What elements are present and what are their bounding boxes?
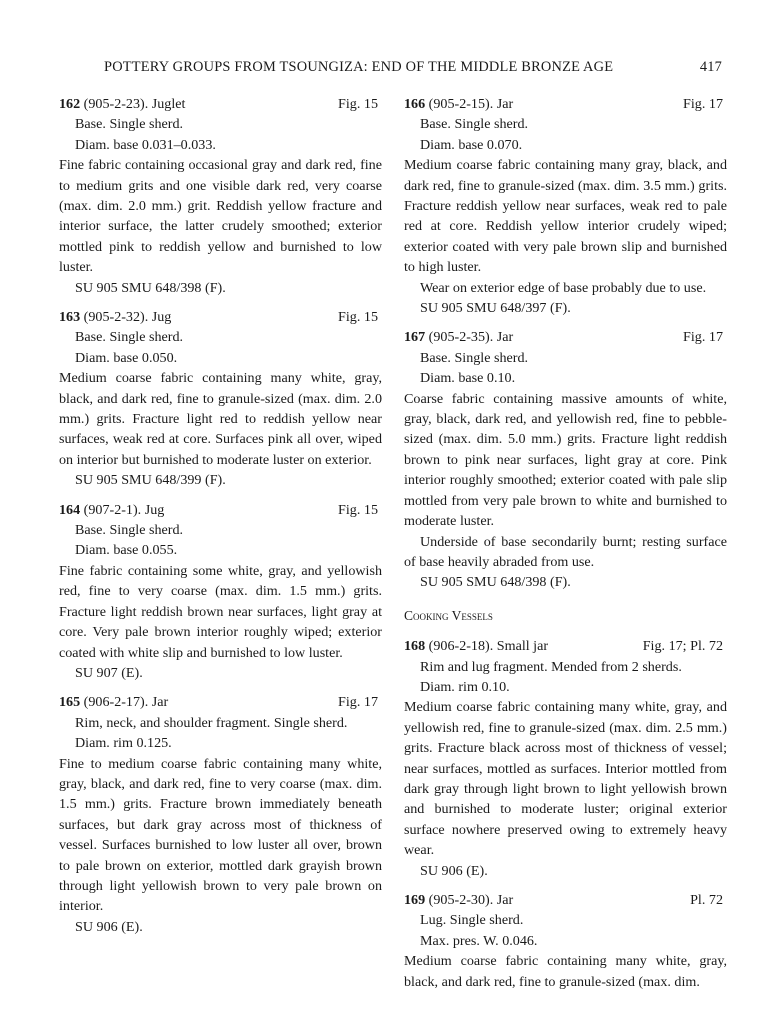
entry-su: SU 905 SMU 648/397 (F). <box>420 300 571 317</box>
entry-note: Underside of base secondarily burnt; resting surface of base heavily abraded from use. <box>404 533 727 570</box>
catalog-entry-166 <box>404 94 727 318</box>
entry-description: Medium coarse fabric containing many white, gray, and yellowish red, fine to granule-sized (max. dim. 2.5 mm.) grits. Fracture black across most of thickness of vessel; near surfaces, mottled as surfaces. Interior mottled from dark gray through light brown to light yellowish brown and burnished to moderate luster; original exterior surface nowhere preserved owing to extremely heavy wear. <box>404 699 727 859</box>
entry-ref: (906-2-17). Jar <box>80 694 169 711</box>
entry-ref: (906-2-18). Small jar <box>425 638 549 655</box>
running-header <box>104 59 722 76</box>
entry-part: Base. Single sherd. <box>75 522 184 539</box>
entry-number: 163 <box>59 309 81 326</box>
entry-ref: (905-2-23). Juglet <box>80 96 186 112</box>
entry-part: Base. Single sherd. <box>420 349 529 366</box>
figure-ref: Fig. 15 <box>338 96 378 112</box>
entry-number: 164 <box>59 501 81 518</box>
entry-heading <box>59 307 382 327</box>
entry-note: Wear on exterior edge of base probably due to use. <box>420 279 707 296</box>
entry-dimension: Diam. base 0.050. <box>75 349 178 366</box>
figure-ref: Fig. 15 <box>338 501 378 518</box>
entry-ref: (905-2-35). Jar <box>425 329 514 346</box>
entry-number: 162 <box>59 96 81 112</box>
figure-ref: Fig. 15 <box>338 309 378 326</box>
catalog-entry-163 <box>59 307 382 491</box>
entry-description: Fine fabric containing some white, gray, and yellowish red, fine to very coarse (max. dim. 1.5 mm.) grits. Fracture light reddish brown near surfaces, light gray at core. Very pale brown interior roughly wiped; exterior coated with white slip and burnished to low luster. <box>59 562 382 661</box>
entry-su: SU 907 (E). <box>75 664 143 681</box>
page-number: 417 <box>699 59 722 75</box>
header-title: POTTERY GROUPS FROM TSOUNGIZA: END OF THE MIDDLE BRONZE AGE <box>104 59 614 75</box>
figure-ref: Fig. 17; Pl. 72 <box>642 638 723 655</box>
entry-su: SU 905 SMU 648/398 (F). <box>75 279 226 296</box>
entry-su: SU 905 SMU 648/398 (F). <box>420 574 571 591</box>
entry-heading <box>404 636 727 656</box>
figure-ref: Fig. 17 <box>683 96 723 112</box>
entry-heading <box>59 500 382 520</box>
entry-description: Medium coarse fabric containing many white, gray, black, and dark red, fine to granule-sized (max. dim. <box>404 953 727 990</box>
entry-number: 167 <box>404 329 426 346</box>
entry-part: Base. Single sherd. <box>75 116 184 133</box>
entry-number: 169 <box>404 891 426 908</box>
catalog-entry-167 <box>404 327 727 592</box>
entry-number: 166 <box>404 96 426 112</box>
entry-ref: (905-2-32). Jug <box>80 309 172 326</box>
figure-ref: Fig. 17 <box>338 694 378 711</box>
entry-description: Fine fabric containing occasional gray and dark red, fine to medium grits and one visible dark red, very coarse (max. dim. 2.0 mm.) grit. Reddish yellow fracture and interior surface, the latter crudely smoothed; exterior mottled pink to reddish yellow and burnished to low luster. <box>59 157 382 276</box>
entry-su: SU 905 SMU 648/399 (F). <box>75 472 226 489</box>
entry-part: Base. Single sherd. <box>75 329 184 346</box>
left-column <box>59 94 382 946</box>
entry-number: 165 <box>59 694 81 711</box>
entry-dimension: Diam. base 0.10. <box>420 370 516 387</box>
catalog-entry-165 <box>59 692 382 937</box>
entry-ref: (905-2-15). Jar <box>425 96 514 112</box>
right-column <box>404 94 727 1001</box>
catalog-entry-168 <box>404 636 727 881</box>
entry-dimension: Diam. base 0.070. <box>420 136 523 153</box>
figure-ref: Fig. 17 <box>683 329 723 346</box>
entry-description: Medium coarse fabric containing many white, gray, black, and dark red, fine to granule-sized (max. dim. 2.0 mm.) grits. Fracture light red to reddish yellow near surfaces, weak red at core. Surfaces pink all over, wiped on interior but burnished to moderate luster on exterior. <box>59 370 382 468</box>
entry-ref: (905-2-30). Jar <box>425 891 514 908</box>
catalog-entry-164 <box>59 500 382 684</box>
entry-description: Medium coarse fabric containing many gray, black, and dark red, fine to granule-sized (max. dim. 3.5 mm.) grits. Fracture reddish yellow near surfaces, weak red to pale red at core. Reddish yellow interior crudely wiped; exterior coated with very pale brown slip and burnished to high luster. <box>404 157 727 276</box>
figure-ref: Pl. 72 <box>690 891 723 908</box>
entry-heading <box>59 94 382 114</box>
entry-part: Rim, neck, and shoulder fragment. Single sherd. <box>75 714 348 731</box>
entry-description: Fine to medium coarse fabric containing many white, gray, black, and dark red, fine to very coarse (max. dim. 1.5 mm.) grits. Fracture brown immediately beneath surfaces, but dark gray across most of thickness of vessel. Surfaces burnished to low luster all over, brown to pale brown on exterior, mottled dark grayish brown through light yellowish brown to very pale brown on interior. <box>59 755 382 915</box>
catalog-entry-162 <box>59 94 382 298</box>
entry-heading <box>404 327 727 347</box>
entry-part: Rim and lug fragment. Mended from 2 sherds. <box>420 658 682 675</box>
entry-dimension: Diam. base 0.055. <box>75 542 178 559</box>
entry-part: Lug. Single sherd. <box>420 912 524 929</box>
entry-su: SU 906 (E). <box>420 862 488 879</box>
entry-heading <box>59 692 382 712</box>
entry-description: Coarse fabric containing massive amounts of white, gray, black, dark red, and yellowish red, fine to pebble-sized (max. dim. 5.0 mm.) grits. Fracture light reddish brown to pink near surfaces, light gray at core. Pink interior roughly smoothed; exterior coated with pale slip mottled from very pale brown to white and burnished to moderate luster. <box>404 390 727 530</box>
entry-dimension: Max. pres. W. 0.046. <box>420 932 538 949</box>
entry-ref: (907-2-1). Jug <box>80 501 165 518</box>
entry-dimension: Diam. base 0.031–0.033. <box>75 136 216 153</box>
entry-number: 168 <box>404 638 426 655</box>
catalog-entry-169 <box>404 890 727 992</box>
entry-part: Base. Single sherd. <box>420 116 529 133</box>
section-heading: Cooking Vessels <box>404 607 493 623</box>
entry-heading <box>404 890 727 910</box>
entry-dimension: Diam. rim 0.125. <box>75 735 172 752</box>
entry-heading <box>404 94 727 114</box>
entry-dimension: Diam. rim 0.10. <box>420 678 510 695</box>
entry-su: SU 906 (E). <box>75 918 143 935</box>
